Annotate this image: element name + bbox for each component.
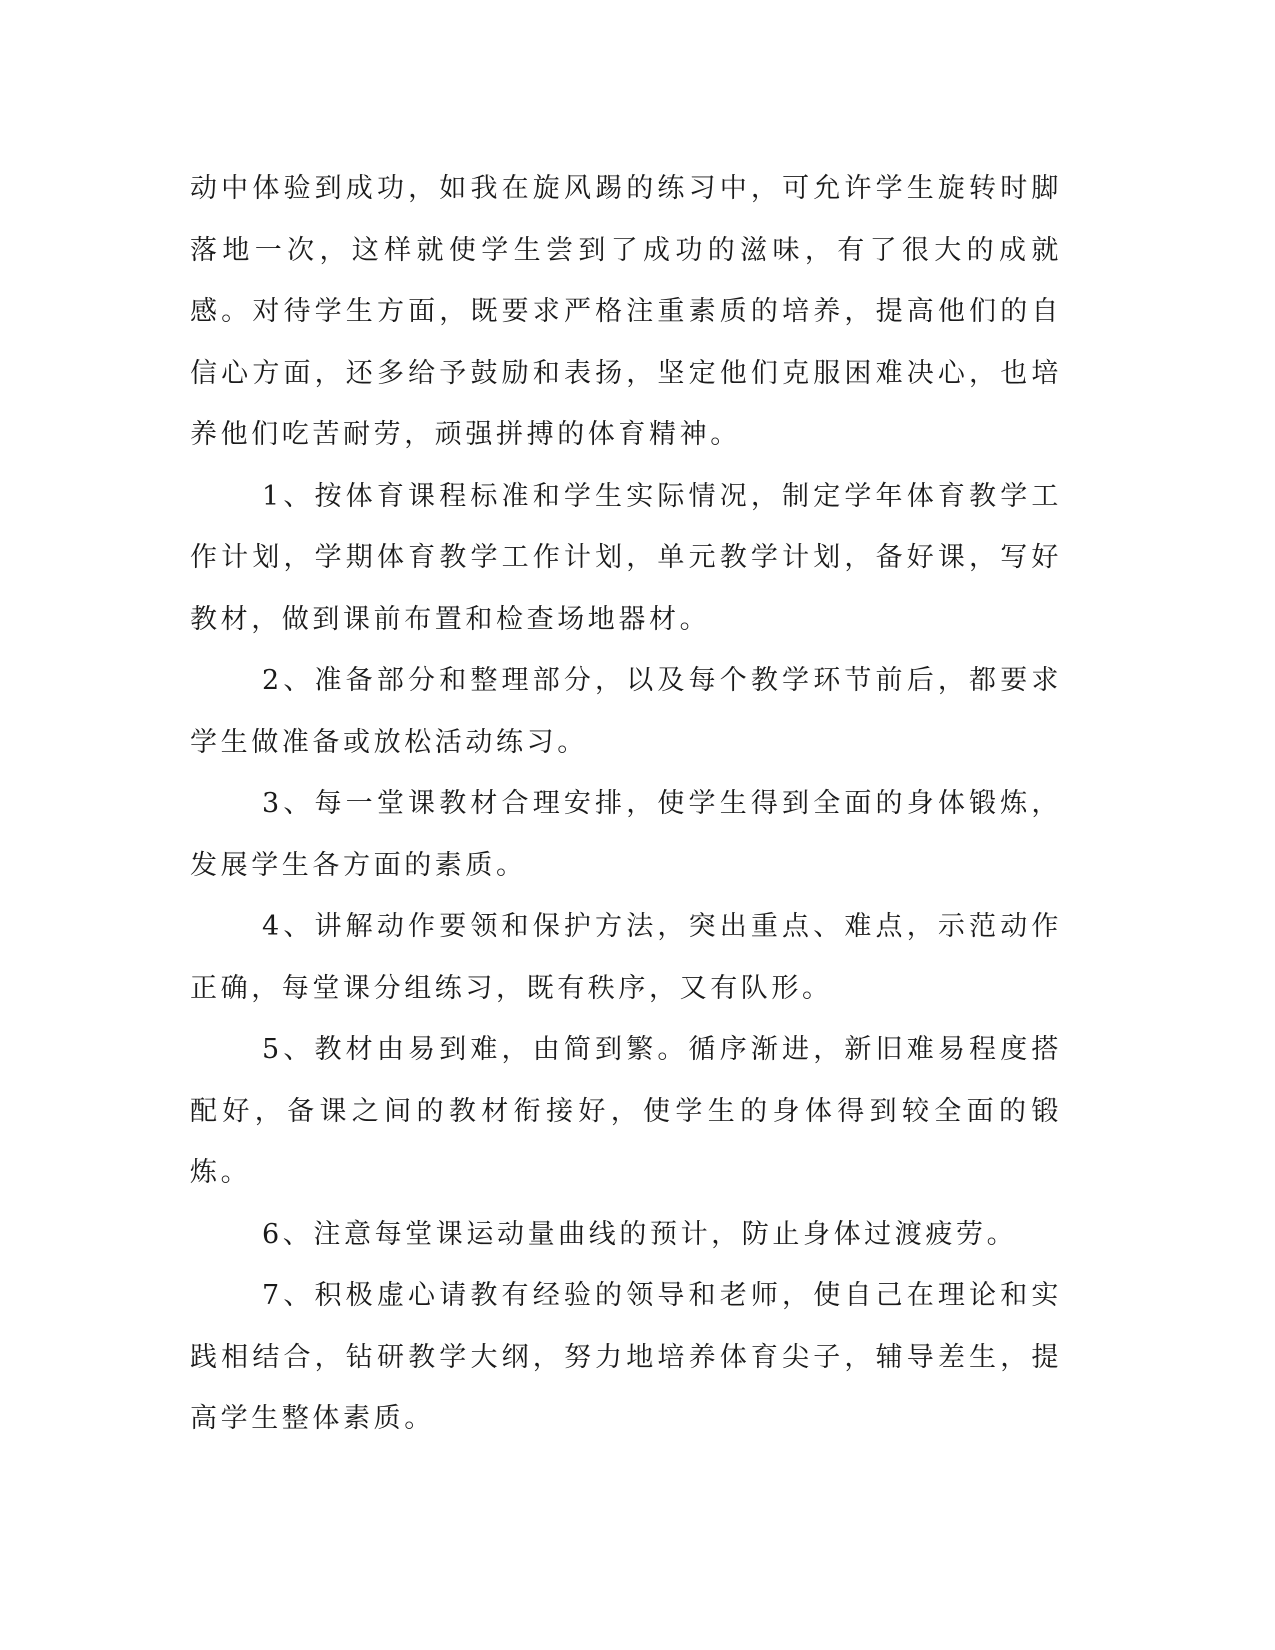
paragraph-item-4: 4、讲解动作要领和保护方法，突出重点、难点，示范动作正确，每堂课分组练习，既有秩序，又有队形。 bbox=[190, 911, 1062, 1004]
paragraph-item-5: 5、教材由易到难，由简到繁。循序渐进，新旧难易程度搭配好，备课之间的教材衔接好，使学生的身体得到较全面的锻炼。 bbox=[190, 1034, 1062, 1188]
paragraph-item-6: 6、注意每堂课运动量曲线的预计，防止身体过渡疲劳。 bbox=[262, 1218, 1018, 1250]
paragraph-item-7: 7、积极虚心请教有经验的领导和老师，使自己在理论和实践相结合，钻研教学大纲，努力地培养体育尖子，辅导差生，提高学生整体素质。 bbox=[190, 1280, 1062, 1434]
paragraph-item-1: 1、按体育课程标准和学生实际情况，制定学年体育教学工作计划，学期体育教学工作计划，单元教学计划，备好课，写好教材，做到课前布置和检查场地器材。 bbox=[190, 480, 1062, 635]
paragraph-continuation: 动中体验到成功，如我在旋风踢的练习中，可允许学生旋转时脚落地一次，这样就使学生尝到了成功的滋味，有了很大的成就感。对待学生方面，既要求严格注重素质的培养，提高他们的自信心方面，还多给予鼓励和表扬，坚定他们克服困难决心，也培养他们吃苦耐劳，顽强拼搏的体育精神。 bbox=[190, 173, 1062, 450]
paragraph-item-2: 2、准备部分和整理部分，以及每个教学环节前后，都要求学生做准备或放松活动练习。 bbox=[190, 665, 1062, 758]
document-body bbox=[190, 158, 1062, 1450]
paragraph-item-3: 3、每一堂课教材合理安排，使学生得到全面的身体锻炼，发展学生各方面的素质。 bbox=[190, 788, 1062, 881]
